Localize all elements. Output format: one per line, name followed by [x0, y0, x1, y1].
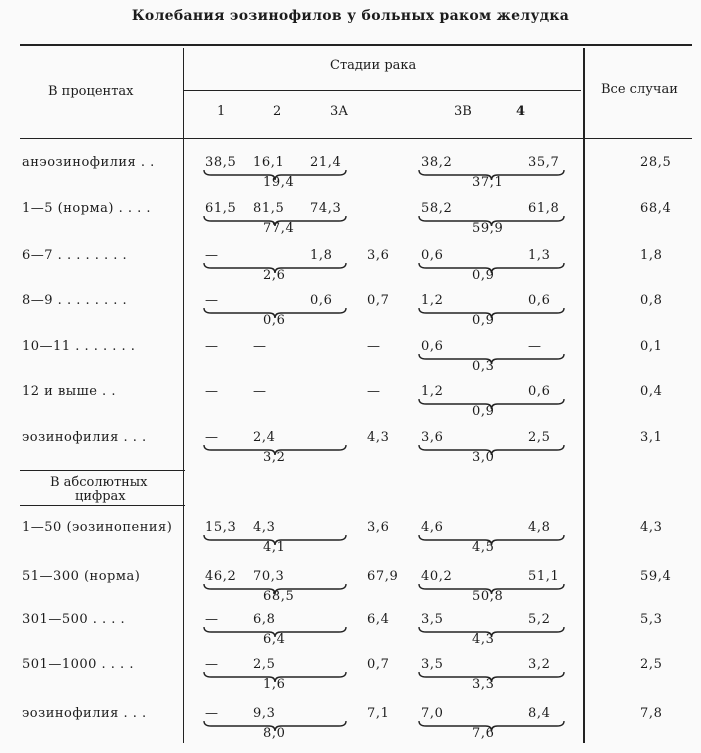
cell-value: 21,4 — [310, 155, 342, 170]
cell-value: 3,2 — [528, 657, 551, 672]
row-label: 1—5 (норма) . . . . — [22, 201, 152, 216]
left-group-sum: 1,6 — [263, 677, 286, 692]
left-group-sum: 19,4 — [263, 175, 295, 190]
row-label: 8—9 . . . . . . . . — [22, 293, 128, 308]
right-group-sum: 37,1 — [472, 175, 504, 190]
cell-value: 8,4 — [528, 706, 551, 721]
left-group-sum: 0,6 — [263, 313, 286, 328]
right-group-sum: 50,8 — [472, 589, 504, 604]
section-rule-2 — [20, 505, 185, 506]
left-group-sum: 8,0 — [263, 726, 286, 741]
cell-value: 74,3 — [310, 201, 342, 216]
right-group-sum: 0,9 — [472, 313, 495, 328]
cell-value: 0,6 — [310, 293, 333, 308]
cell-value: 7,1 — [367, 706, 390, 721]
cell-value: 15,3 — [205, 520, 237, 535]
stages-header: Стадии рака — [330, 58, 417, 73]
row-label: эозинофилия . . . — [22, 706, 147, 721]
cell-value: 1,8 — [310, 248, 333, 263]
cell-value: 35,7 — [528, 155, 560, 170]
right-group-sum: 3,3 — [472, 677, 495, 692]
cell-value: — — [205, 248, 219, 263]
cell-value: — — [205, 339, 219, 354]
cell-value: 0,7 — [367, 293, 390, 308]
cell-value: 2,5 — [528, 430, 551, 445]
cell-value: 58,2 — [421, 201, 453, 216]
right-group-sum: 0,9 — [472, 268, 495, 283]
top-rule — [20, 44, 692, 46]
cell-value: 3,6 — [367, 248, 390, 263]
cell-value: 4,3 — [253, 520, 276, 535]
cell-value: 2,5 — [253, 657, 276, 672]
left-group-sum: 2,6 — [263, 268, 286, 283]
cell-value: 0,7 — [367, 657, 390, 672]
all-cases-value: 3,1 — [640, 430, 663, 445]
cell-value: — — [253, 339, 267, 354]
all-cases-value: 0,8 — [640, 293, 663, 308]
cell-value: 0,6 — [528, 293, 551, 308]
cell-value: 0,6 — [421, 248, 444, 263]
cell-value: — — [205, 384, 219, 399]
cell-value: 38,5 — [205, 155, 237, 170]
left-group-sum: 3,2 — [263, 450, 286, 465]
cell-value: 0,6 — [528, 384, 551, 399]
stage-4-header: 4 — [516, 104, 526, 119]
right-group-sum: 0,3 — [472, 359, 495, 374]
cell-value: 7,0 — [421, 706, 444, 721]
all-cases-value: 2,5 — [640, 657, 663, 672]
cell-value: 0,6 — [421, 339, 444, 354]
right-group-sum: 0,9 — [472, 404, 495, 419]
cell-value: 61,5 — [205, 201, 237, 216]
cell-value: 67,9 — [367, 569, 399, 584]
all-cases-value: 68,4 — [640, 201, 672, 216]
cell-value: 81,5 — [253, 201, 285, 216]
cell-value: 4,6 — [421, 520, 444, 535]
left-group-sum: 6,4 — [263, 632, 286, 647]
cell-value: — — [205, 657, 219, 672]
row-label: анэозинофилия . . — [22, 155, 155, 170]
row-label: эозинофилия . . . — [22, 430, 147, 445]
cell-value: — — [205, 706, 219, 721]
abs-section-header-line2: цифрах — [75, 489, 126, 504]
cell-value: 3,5 — [421, 657, 444, 672]
row-label: 51—300 (норма) — [22, 569, 141, 584]
right-group-sum: 59,9 — [472, 221, 504, 236]
all-cases-value: 28,5 — [640, 155, 672, 170]
right-group-sum: 7,6 — [472, 726, 495, 741]
table-title: Колебания эозинофилов у больных раком желудка — [131, 8, 570, 24]
all-cases-value: 59,4 — [640, 569, 672, 584]
cell-value: 5,2 — [528, 612, 551, 627]
cell-value: 4,8 — [528, 520, 551, 535]
row-label: 501—1000 . . . . — [22, 657, 134, 672]
all-cases-value: 0,1 — [640, 339, 663, 354]
cell-value: 16,1 — [253, 155, 285, 170]
row-label: 10—11 . . . . . . . — [22, 339, 136, 354]
right-group-sum: 3,0 — [472, 450, 495, 465]
cell-value: — — [205, 612, 219, 627]
row-label: 1—50 (эозинопения) — [22, 520, 173, 535]
cell-value: — — [367, 339, 381, 354]
cell-value: 61,8 — [528, 201, 560, 216]
left-group-sum: 68,5 — [263, 589, 295, 604]
left-group-sum: 4,1 — [263, 540, 286, 555]
row-label-header: В процентах — [48, 84, 134, 99]
cell-value: 6,8 — [253, 612, 276, 627]
row-label: 12 и выше . . — [22, 384, 116, 399]
cell-value: 40,2 — [421, 569, 453, 584]
cell-value: 51,1 — [528, 569, 560, 584]
all-cases-value: 1,8 — [640, 248, 663, 263]
section-rule — [20, 470, 185, 471]
stage-2-header: 2 — [273, 104, 282, 119]
cell-value: — — [367, 384, 381, 399]
cell-value: 1,3 — [528, 248, 551, 263]
all-cases-header: Все случаи — [601, 82, 678, 97]
all-cases-value: 4,3 — [640, 520, 663, 535]
cell-value: 70,3 — [253, 569, 285, 584]
cell-value: — — [253, 384, 267, 399]
cell-value: 9,3 — [253, 706, 276, 721]
all-cases-value: 0,4 — [640, 384, 663, 399]
column-divider-2 — [583, 48, 585, 743]
cell-value: 4,3 — [367, 430, 390, 445]
cell-value: 2,4 — [253, 430, 276, 445]
cell-value: — — [528, 339, 542, 354]
all-cases-value: 7,8 — [640, 706, 663, 721]
cell-value: 3,6 — [421, 430, 444, 445]
cell-value: 6,4 — [367, 612, 390, 627]
abs-section-header-line1: В абсолютных — [50, 475, 148, 490]
row-label: 301—500 . . . . — [22, 612, 126, 627]
cell-value: 3,5 — [421, 612, 444, 627]
stages-rule — [183, 90, 581, 91]
stage-3b-header: 3В — [454, 104, 472, 119]
cell-value: — — [205, 430, 219, 445]
right-group-sum: 4,5 — [472, 540, 495, 555]
cell-value: 46,2 — [205, 569, 237, 584]
cell-value: 1,2 — [421, 293, 444, 308]
stage-1-header: 1 — [217, 104, 226, 119]
column-divider-1 — [183, 48, 184, 743]
stage-3a-header: 3А — [330, 104, 349, 119]
cell-value: 38,2 — [421, 155, 453, 170]
cell-value: — — [205, 293, 219, 308]
cell-value: 3,6 — [367, 520, 390, 535]
row-label: 6—7 . . . . . . . . — [22, 248, 128, 263]
left-group-sum: 77,4 — [263, 221, 295, 236]
cell-value: 1,2 — [421, 384, 444, 399]
all-cases-value: 5,3 — [640, 612, 663, 627]
right-group-sum: 4,3 — [472, 632, 495, 647]
header-bottom-rule — [20, 138, 692, 139]
